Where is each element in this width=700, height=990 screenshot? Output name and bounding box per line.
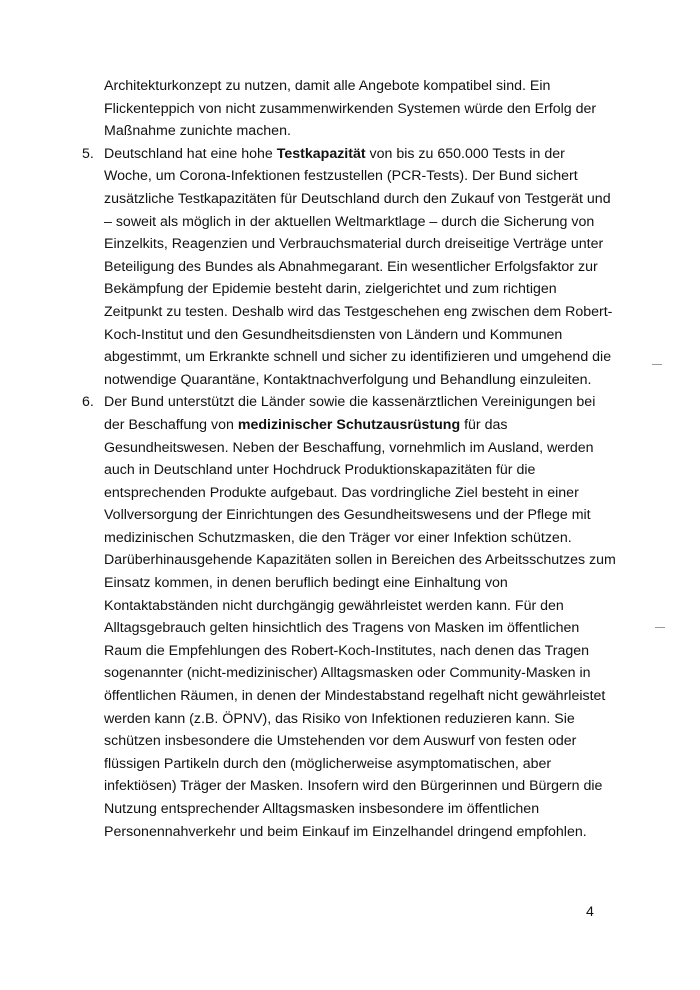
text-line: zusätzliche Testkapazitäten für Deutschland durch den Zukauf von Testgerät und: [104, 190, 611, 207]
text-line: [82, 143, 642, 166]
text-line: Vollversorgung der Einrichtungen des Gesundheitswesens und der Pflege mit: [104, 507, 591, 524]
text-line: abgestimmt, um Erkrankte schnell und sicher zu identifizieren und umgehend die: [104, 349, 612, 366]
list-item-number: 6.: [82, 394, 94, 411]
bold-term-schutzausruestung: medizinischer Schutzausrüstung: [237, 416, 461, 433]
scan-margin-mark: [652, 364, 662, 365]
text-line: schützen insbesondere die Umstehenden vor dem Auswurf von festen oder: [104, 733, 577, 750]
text-run: Deutschland hat eine hohe: [104, 145, 277, 162]
text-line: Einsatz kommen, in denen beruflich bedingt eine Einhaltung von: [104, 575, 508, 592]
list-item-number: 5.: [82, 145, 94, 162]
text-line: Raum die Empfehlungen des Robert-Koch-Institutes, nach denen das Tragen: [104, 642, 590, 659]
text-line: Der Bund unterstützt die Länder sowie die kassenärztlichen Vereinigungen bei: [104, 394, 596, 411]
text-line: öffentlichen Räumen, in denen der Mindestabstand regelhaft nicht gewährleistet: [104, 688, 606, 705]
page-number: 4: [586, 904, 594, 920]
text-line: Zeitpunkt zu testen. Deshalb wird das Testgeschehen eng zwischen dem Robert-: [104, 303, 613, 320]
text-line: werden kann (z.B. ÖPNV), das Risiko von Infektionen reduzieren kann. Sie: [104, 710, 575, 727]
text-line: Beteiligung des Bundes als Abnahmegarant. Ein wesentlicher Erfolgsfaktor zur: [104, 258, 598, 275]
text-line: auch in Deutschland unter Hochdruck Produktionskapazitäten für die: [104, 462, 536, 479]
text-line: entsprechenden Produkte aufgebaut. Das vordringliche Ziel besteht in einer: [104, 484, 579, 501]
text-line: [82, 414, 642, 437]
text-line: flüssigen Partikeln durch den (möglicherweise asymptomatischen, aber: [104, 755, 552, 772]
text-line: Personennahverkehr und beim Einkauf im Einzelhandel dringend empfohlen.: [104, 823, 587, 840]
text-line: Gesundheitswesen. Neben der Beschaffung, vornehmlich im Ausland, werden: [104, 439, 594, 456]
text-line: notwendige Quarantäne, Kontaktnachverfolgung und Behandlung einzuleiten.: [104, 371, 592, 388]
bold-term-testkapazitaet: Testkapazität: [276, 145, 366, 162]
text-line: infektiösen) Träger der Masken. Insofern wird den Bürgerinnen und Bürgern die: [104, 778, 603, 795]
text-line: Maßnahme zunichte machen.: [104, 123, 291, 140]
text-line: Nutzung entsprechender Alltagsmasken insbesondere im öffentlichen: [104, 801, 540, 817]
continuation-paragraph: [82, 75, 642, 143]
text-run: der Beschaffung von: [104, 416, 238, 433]
text-line: Architekturkonzept zu nutzen, damit alle Angebote kompatibel sind. Ein: [104, 78, 551, 94]
text-line: Alltagsgebrauch gelten hinsichtlich des Tragens von Masken im öffentlichen: [104, 620, 580, 637]
text-run: von bis zu 650.000 Tests in der: [365, 145, 565, 162]
text-line: Kontaktabständen nicht durchgängig gewährleistet werden kann. Für den: [104, 597, 564, 614]
text-line: medizinischen Schutzmasken, die den Träger vor einer Infektion schützen.: [104, 529, 572, 546]
text-run: für das: [460, 416, 508, 433]
text-line: – soweit als möglich in der aktuellen Weltmarktlage – durch die Sicherung von: [104, 213, 595, 230]
text-line: Flickenteppich von nicht zusammenwirkenden Systemen würde den Erfolg der: [104, 100, 597, 117]
document-body: [82, 75, 642, 843]
scan-margin-mark: [655, 627, 665, 628]
text-line: Darüberhinausgehende Kapazitäten sollen in Bereichen des Arbeitsschutzes zum: [104, 552, 616, 569]
list-item-5: [82, 143, 642, 392]
text-line: sogenannter (nicht-medizinischer) Alltagsmasken oder Community-Masken in: [104, 665, 591, 682]
text-line: Bekämpfung der Epidemie besteht darin, zielgerichtet und zum richtigen: [104, 281, 557, 298]
text-line: Woche, um Corona-Infektionen festzustellen (PCR-Tests). Der Bund sichert: [104, 168, 578, 185]
text-line: Einzelkits, Reagenzien und Verbrauchsmaterial durch dreiseitige Verträge unter: [104, 236, 604, 253]
text-line: Koch-Institut und den Gesundheitsdiensten von Ländern und Kommunen: [104, 326, 563, 343]
list-item-6: [82, 391, 642, 843]
